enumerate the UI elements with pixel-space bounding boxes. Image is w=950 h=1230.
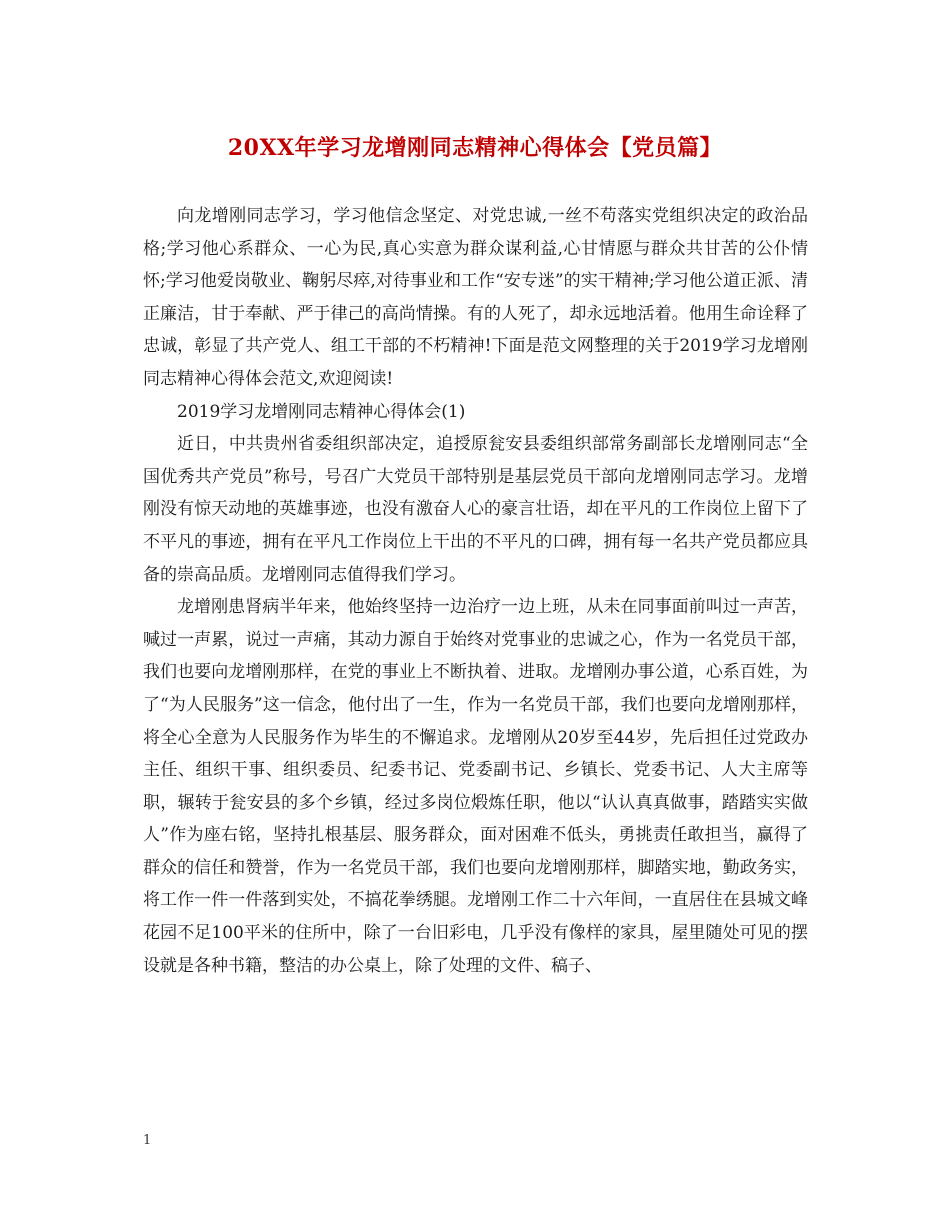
document-body	[143, 200, 808, 982]
paragraph-subheading: 2019学习龙增刚同志精神心得体会(1)	[177, 401, 466, 422]
paragraph-recent-news: 近日，中共贵州省委组织部决定，追授原瓮安县委组织部常务副部长龙增刚同志“全国优秀共产党员”称号，号召广大党员干部特别是基层党员干部向龙增刚同志学习。龙增刚没有惊天动地的英雄事迹，也没有激奋人心的豪言壮语，却在平凡的工作岗位上留下了不平凡的事迹，拥有在平凡工作岗位上干出的不平凡的口碑，拥有每一名共产党员都应具备的崇高品质。龙增刚同志值得我们学习。	[143, 434, 808, 585]
paragraph-illness-story: 龙增刚患肾病半年来，他始终坚持一边治疗一边上班，从未在同事面前叫过一声苦，喊过一声累，说过一声痛，其动力源自于始终对党事业的忠诚之心，作为一名党员干部，我们也要向龙增刚那样，在党的事业上不断执着、进取。龙增刚办事公道，心系百姓，为了“为人民服务”这一信念，他付出了一生，作为一名党员干部，我们也要向龙增刚那样，将全心全意为人民服务作为毕生的不懈追求。龙增刚从20岁至44岁，先后担任过党政办主任、组织干事、组织委员、纪委书记、党委副书记、乡镇长、党委书记、人大主席等职，辗转于瓮安县的多个乡镇，经过多岗位煅炼任职，他以“认认真真做事，踏踏实实做人”作为座右铭，坚持扎根基层、服务群众，面对困难不低头，勇挑责任敢担当，赢得了群众的信任和赞誉，作为一名党员干部，我们也要向龙增刚那样，脚踏实地，勤政务实，将工作一件一件落到实处，不搞花拳绣腿。龙增刚工作二十六年间，一直居住在县城文峰花园不足100平米的住所中，除了一台旧彩电，几乎没有像样的家具，屋里随处可见的摆设就是各种书籍，整洁的办公桌上，除了处理的文件、稿子、	[143, 597, 808, 976]
document-title: 20XX年学习龙增刚同志精神心得体会【党员篇】	[227, 135, 723, 161]
page-number: 1	[143, 1133, 152, 1148]
paragraph-intro: 向龙增刚同志学习，学习他信念坚定、对党忠诚,一丝不苟落实党组织决定的政治品格;学习他心系群众、一心为民,真心实意为群众谋利益,心甘情愿与群众共甘苦的公仆情怀;学习他爱岗敬业、鞠躬尽瘁,对待事业和工作“安专迷”的实干精神;学习他公道正派、清正廉洁，甘于奉献、严于律己的高尚情操。有的人死了，却永远地活着。他用生命诠释了忠诚，彰显了共产党人、组工干部的不朽精神!下面是范文网整理的关于2019学习龙增刚同志精神心得体会范文,欢迎阅读!	[143, 206, 808, 389]
